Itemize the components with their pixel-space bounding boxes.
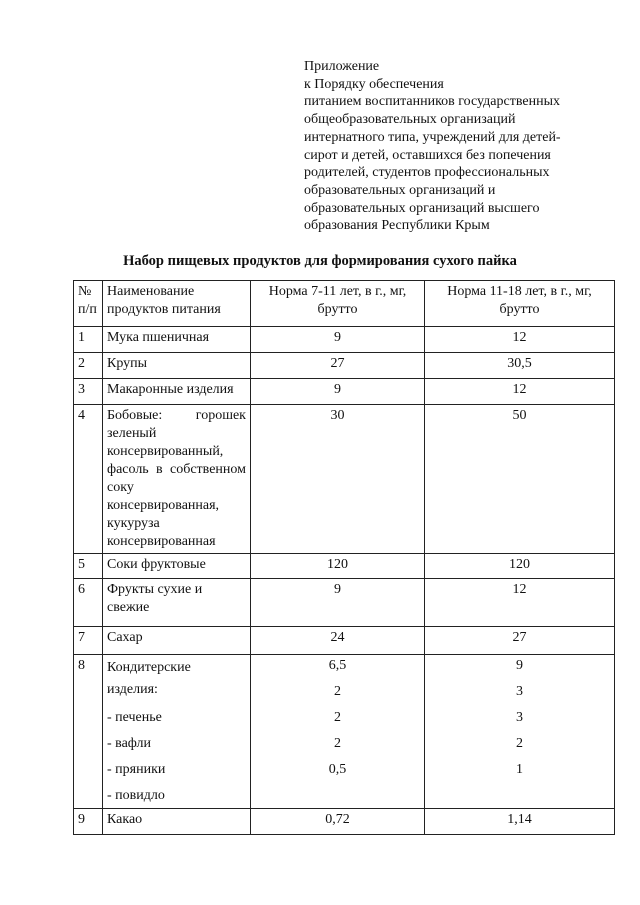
table-row <box>74 554 615 579</box>
header-name: Наименование продуктов питания <box>103 281 251 327</box>
table-row <box>74 627 615 655</box>
row-num: 9 <box>74 809 103 835</box>
table-row <box>74 809 615 835</box>
row-norm-7-11: 9 <box>251 379 425 405</box>
header-norm-7-11: Норма 7-11 лет, в г., мг, брутто <box>251 281 425 327</box>
row-name: Мука пшеничная <box>103 327 251 353</box>
appendix-header <box>304 58 604 235</box>
row-norm-7-11 <box>251 655 425 809</box>
row-name: Макаронные изделия <box>103 379 251 405</box>
row-norm-7-11: 27 <box>251 353 425 379</box>
row-num: 7 <box>74 627 103 655</box>
value-line: 1 <box>516 762 523 777</box>
value-line: 2 <box>334 684 341 699</box>
appendix-line: общеобразовательных организаций <box>304 112 516 128</box>
appendix-line: интернатного типа, учреждений для детей- <box>304 129 561 145</box>
row-num: 8 <box>74 655 103 809</box>
table-row <box>74 379 615 405</box>
row-num: 3 <box>74 379 103 405</box>
row-name: Сахар <box>103 627 251 655</box>
row-name: Какао <box>103 809 251 835</box>
appendix-line: питанием воспитанников государственных <box>304 94 560 110</box>
value-line: 3 <box>516 684 523 699</box>
table-row <box>74 405 615 554</box>
row-num: 5 <box>74 554 103 579</box>
header-num: № п/п <box>74 281 103 327</box>
sub-item: - пряники <box>107 762 166 777</box>
row-num: 6 <box>74 579 103 627</box>
row-norm-11-18: 30,5 <box>425 353 615 379</box>
table-row <box>74 353 615 379</box>
row-num: 1 <box>74 327 103 353</box>
row-norm-7-11: 9 <box>251 579 425 627</box>
table-header-row <box>74 281 615 327</box>
value-line: 6,5 <box>328 658 347 673</box>
row-norm-11-18: 12 <box>425 379 615 405</box>
sub-item: - печенье <box>107 710 162 725</box>
row-norm-7-11: 9 <box>251 327 425 353</box>
row-norm-11-18: 1,14 <box>425 809 615 835</box>
value-line: 9 <box>516 658 523 673</box>
row-name: Соки фруктовые <box>103 554 251 579</box>
value-line: 3 <box>516 710 523 725</box>
row-norm-11-18: 12 <box>425 579 615 627</box>
row-norm-7-11: 24 <box>251 627 425 655</box>
appendix-line: к Порядку обеспечения <box>304 76 444 92</box>
row-norm-11-18 <box>425 655 615 809</box>
header-norm-11-18: Норма 11-18 лет, в г., мг, брутто <box>425 281 615 327</box>
row-norm-11-18: 50 <box>425 405 615 554</box>
appendix-line: сирот и детей, оставшихся без попечения <box>304 147 551 163</box>
appendix-line: родителей, студентов профессиональных <box>304 165 550 181</box>
row-norm-11-18: 120 <box>425 554 615 579</box>
sub-item: - вафли <box>107 736 152 751</box>
value-line: 2 <box>334 710 341 725</box>
row-name: Фрукты сухие и свежие <box>103 579 251 627</box>
row-norm-11-18: 12 <box>425 327 615 353</box>
document-title: Набор пищевых продуктов для формирования сухого пайка <box>123 253 517 269</box>
row-name <box>103 655 251 809</box>
table-row <box>74 655 615 809</box>
value-line: 2 <box>516 736 523 751</box>
appendix-line: образования Республики Крым <box>304 218 490 234</box>
row-norm-7-11: 30 <box>251 405 425 554</box>
row-norm-11-18: 27 <box>425 627 615 655</box>
table-row <box>74 579 615 627</box>
food-table <box>73 280 615 835</box>
row-name: Крупы <box>103 353 251 379</box>
sub-item: - повидло <box>107 788 165 803</box>
appendix-line: Приложение <box>304 59 380 74</box>
row-num: 2 <box>74 353 103 379</box>
appendix-line: образовательных организаций и <box>304 182 496 198</box>
row-name-heading: Кондитерские изделия: <box>107 660 191 697</box>
row-norm-7-11: 0,72 <box>251 809 425 835</box>
value-line: 0,5 <box>328 762 347 777</box>
value-line: 2 <box>334 736 341 751</box>
table-row <box>74 327 615 353</box>
row-norm-7-11: 120 <box>251 554 425 579</box>
row-name: Бобовые: горошек зеленый консервированный, фасоль в собственном соку консервированная, кукуруза консервированная <box>103 405 251 554</box>
appendix-line: образовательных организаций высшего <box>304 200 540 216</box>
row-num: 4 <box>74 405 103 554</box>
